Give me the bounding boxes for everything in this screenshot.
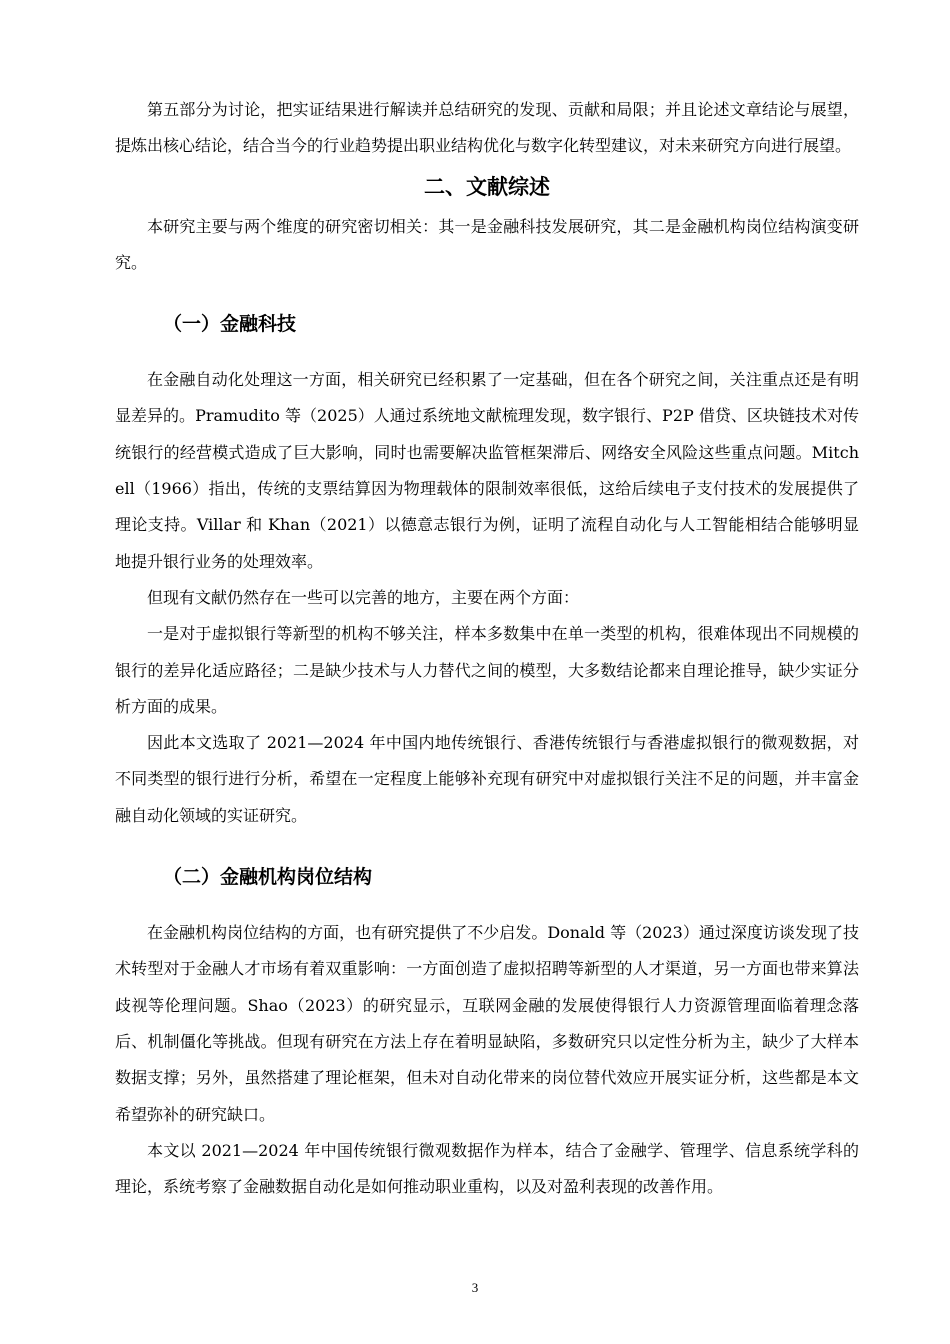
paragraph-jobs-1: 在金融机构岗位结构的方面，也有研究提供了不少启发。Donald 等（2023）通过深度访谈发现了技术转型对于金融人才市场有着双重影响：一方面创造了虚拟招聘等新型的人才渠道，另一方面也带来算法歧视等伦理问题。Shao（2023）的研究显示，互联网金融的发展使得银行人力资源管理面临着理念落后、机制僵化等挑战。但现有研究在方法上存在着明显缺陷，多数研究只以定性分析为主，缺少了大样本数据支撑；另外，虽然搭建了理论框架，但未对自动化带来的岗位替代效应开展实证分析，这些都是本文希望弥补的研究缺口。 bbox=[115, 923, 859, 1124]
paragraph-fintech-1: 在金融自动化处理这一方面，相关研究已经积累了一定基础，但在各个研究之间，关注重点还是有明显差异的。Pramudito 等（2025）人通过系统地文献梳理发现，数字银行、P2P 借贷、区块链技术对传统银行的经营模式造成了巨大影响，同时也需要解决监管框架滞后、网络安全风险这些重点问题。Mitchell（1966）指出，传统的支票结算因为物理载体的限制效率很低，这给后续电子支付技术的发展提供了理论支持。Villar 和 Khan（2021）以德意志银行为例，证明了流程自动化与人工智能相结合能够明显地提升银行业务的处理效率。 bbox=[115, 370, 859, 571]
paragraph-jobs-2: 本文以 2021—2024 年中国传统银行微观数据作为样本，结合了金融学、管理学、信息系统学科的理论，系统考察了金融数据自动化是如何推动职业重构，以及对盈利表现的改善作用。 bbox=[115, 1140, 859, 1197]
paragraph-overview: 本研究主要与两个维度的研究密切相关：其一是金融科技发展研究，其二是金融机构岗位结构演变研究。 bbox=[115, 216, 859, 272]
section-title: 二、文献综述 bbox=[424, 174, 550, 199]
document-body bbox=[115, 92, 859, 1205]
paragraph-fintech-4: 因此本文选取了 2021—2024 年中国内地传统银行、香港传统银行与香港虚拟银行的微观数据，对不同类型的银行进行分析，希望在一定程度上能够补充现有研究中对虚拟银行关注不足的问题，并丰富金融自动化领域的实证研究。 bbox=[115, 733, 859, 825]
paragraph-fintech-2: 但现有文献仍然存在一些可以完善的地方，主要在两个方面： bbox=[147, 587, 580, 607]
page-number: 3 bbox=[471, 1280, 479, 1295]
subsection-title-jobs: （二）金融机构岗位结构 bbox=[163, 866, 373, 889]
subsection-title-fintech: （一）金融科技 bbox=[163, 313, 297, 336]
paragraph-fintech-3: 一是对于虚拟银行等新型的机构不够关注，样本多数集中在单一类型的机构，很难体现出不同规模的银行的差异化适应路径；二是缺少技术与人力替代之间的模型，大多数结论都来自理论推导，缺少实证分析方面的成果。 bbox=[115, 624, 859, 716]
paragraph-intro: 第五部分为讨论，把实证结果进行解读并总结研究的发现、贡献和局限；并且论述文章结论与展望，提炼出核心结论，结合当今的行业趋势提出职业结构优化与数字化转型建议，对未来研究方向进行展望。 bbox=[115, 100, 859, 156]
